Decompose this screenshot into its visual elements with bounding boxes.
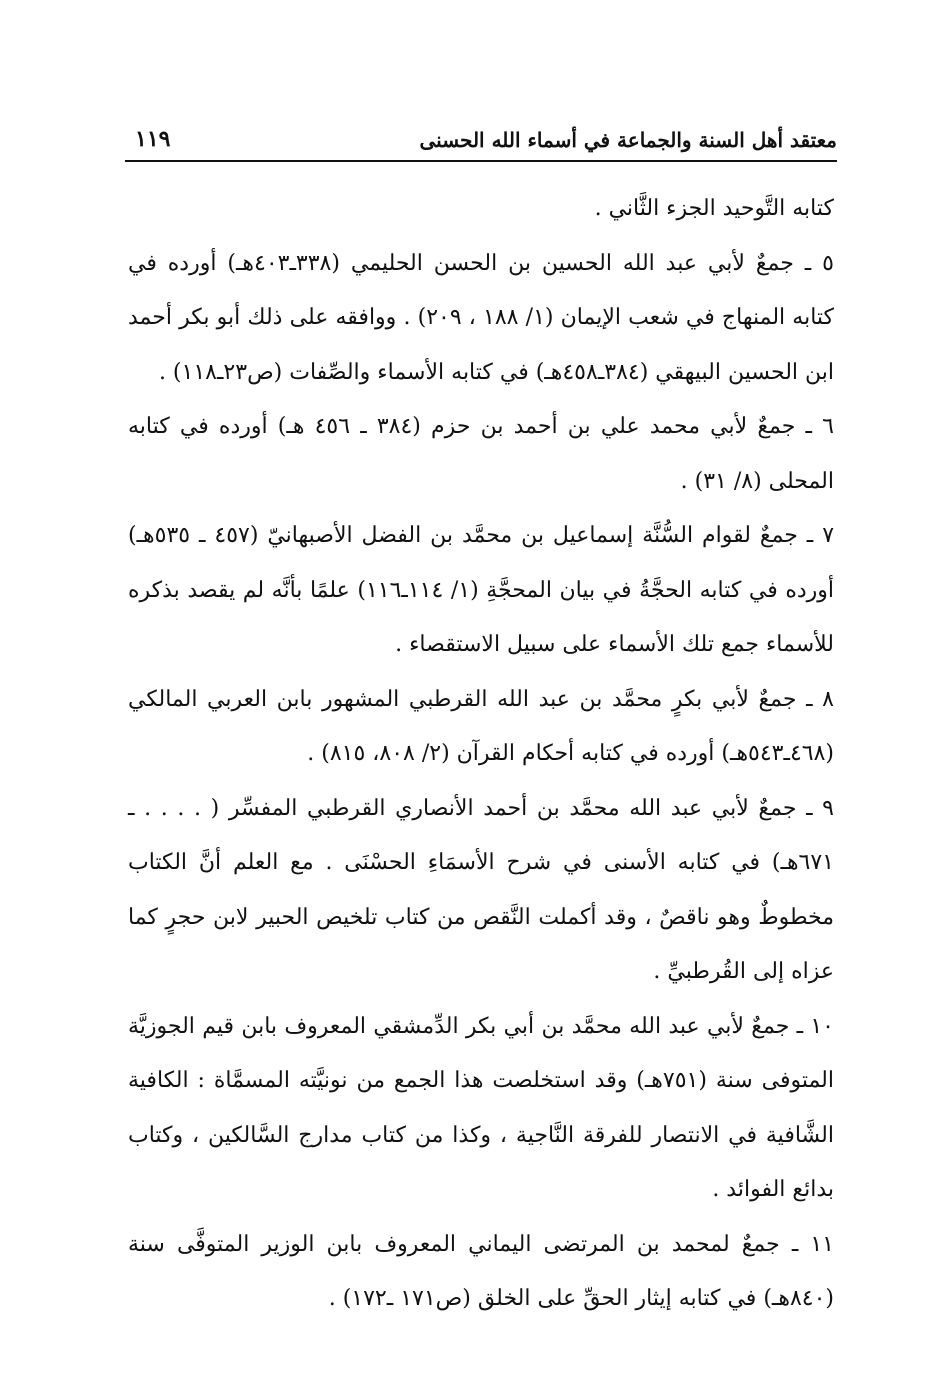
running-header: [125, 122, 837, 162]
paragraph-continuation: كتابه التَّوحيد الجزء الثَّاني .: [594, 196, 834, 221]
list-item: ٥ ـ جمعٌ لأبي عبد الله الحسين بن الحسن الحليمي (٣٣٨ـ٤٠٣هـ) أورده في كتابه المنهاج في شعب الإيمان (١/ ١٨٨ ، ٢٠٩) . ووافقه على ذلك أبو بكر أحمد ابن الحسين البيهقي (٣٨٤ـ٤٥٨هـ) في كتابه الأسماء والصِّفات (ص٢٣ـ١١٨) .: [128, 250, 835, 385]
list-item: ٧ ـ جمعٌ لقوام السُّنَّة إسماعيل بن محمَّد بن الفضل الأصبهانيّ (٤٥٧ ـ ٥٣٥هـ) أورده في كتابه الحجَّةُ في بيان المحجَّةِ (١/ ١١٤ـ١١٦) علمًا بأنَّه لم يقصد بذكره للأسماء جمع تلك الأسماء على سبيل الاستقصاء .: [128, 523, 835, 657]
list-item: ٨ ـ جمعٌ لأبي بكرٍ محمَّد بن عبد الله القرطبي المشهور بابن العربي المالكي (٤٦٨ـ٥٤٣هـ) أورده في كتابه أحكام القرآن (٢/ ٨٠٨، ٨١٥) .: [128, 686, 834, 766]
list-item: ٦ ـ جمعٌ لأبي محمد علي بن أحمد بن حزم (٣٨٤ ـ ٤٥٦ هـ) أورده في كتابه المحلى (٨/ ٣١) .: [128, 414, 834, 494]
header-divider: [125, 160, 837, 162]
list-item: ١٠ ـ جمعٌ لأبي عبد الله محمَّد بن أبي بكر الدِّمشقي المعروف بابن قيم الجوزيَّة المتوفى سنة (٧٥١هـ) وقد استخلصت هذا الجمع من نونيَّته المسمَّاة : الكافية الشَّافية في الانتصار للفرقة النَّاجية ، وكذا من كتاب مدارج السَّالكين ، وكتاب بدائع الفوائد .: [128, 1013, 834, 1202]
list-item: ١١ ـ جمعٌ لمحمد بن المرتضى اليماني المعروف بابن الوزير المتوفَّى سنة (٨٤٠هـ) في كتابه إيثار الحقِّ على الخلق (ص١٧١ ـ١٧٢) .: [128, 1231, 834, 1311]
body-text: [128, 182, 834, 1327]
page-number: ١١٩: [135, 126, 171, 152]
list-item: ٩ ـ جمعٌ لأبي عبد الله محمَّد بن أحمد الأنصاري القرطبي المفسِّر ( . . . . ـ ٦٧١هـ) في كتابه الأسنى في شرح الأسمَاءِ الحسْنَى . مع العلم أنَّ الكتاب مخطوطٌ وهو ناقصٌ ، وقد أكملت النَّقص من كتاب تلخيص الحبير لابن حجرٍ كما عزاه إلى القُرطبيِّ .: [128, 795, 834, 984]
running-title: معتقد أهل السنة والجماعة في أسماء الله الحسنى: [419, 128, 837, 152]
